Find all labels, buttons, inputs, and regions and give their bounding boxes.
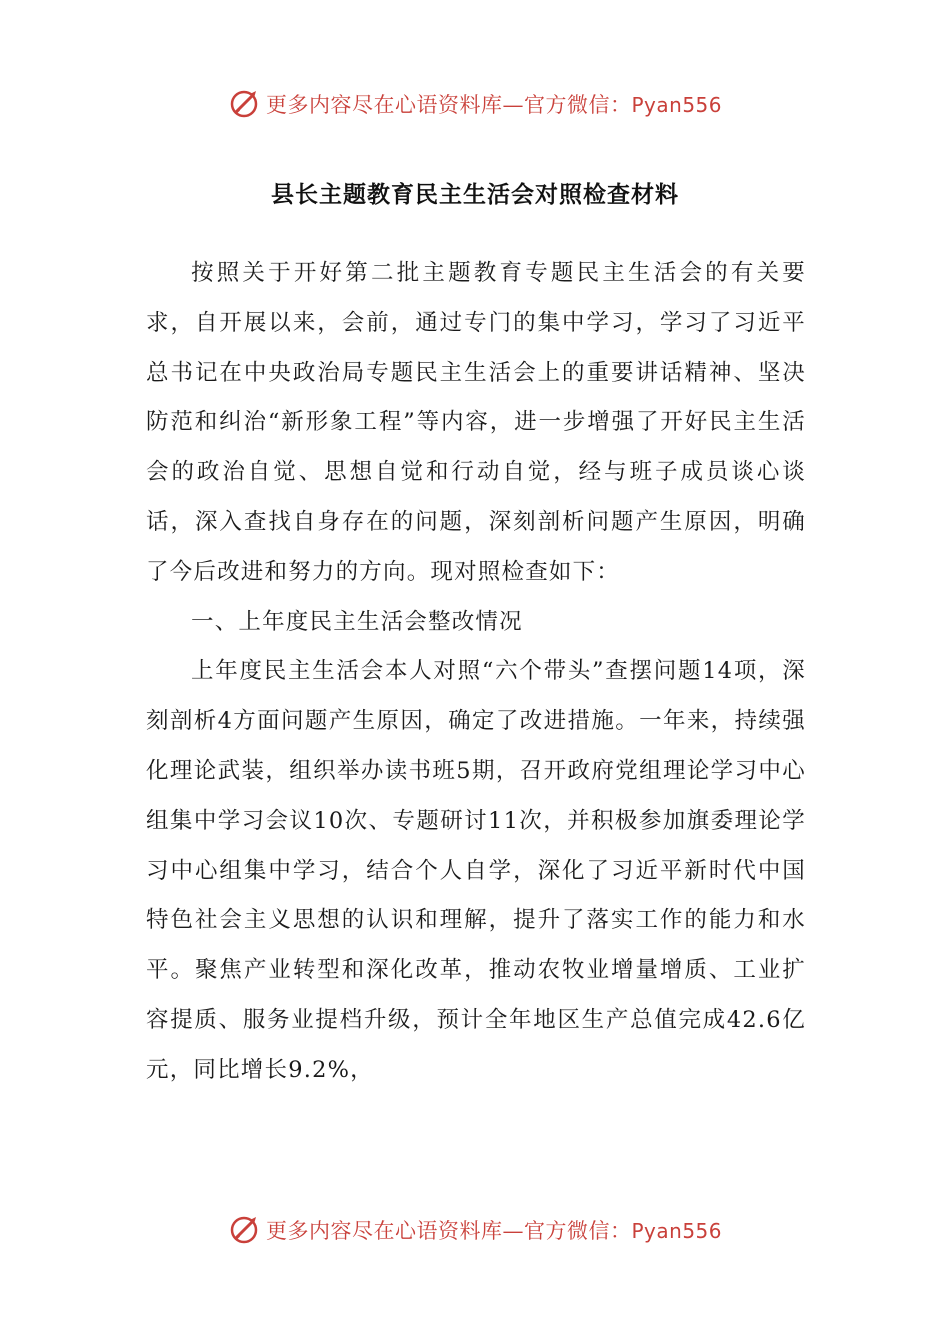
header-watermark [0,84,950,124]
watermark-official-label: 官方微信： [523,93,632,117]
watermark-official-label: 官方微信： [523,1219,632,1243]
watermark-wechat-id: Pyan556 [631,93,722,117]
watermark-text [266,1215,722,1245]
watermark-dash: — [502,1219,524,1243]
document-title: 县长主题教育民主生活会对照检查材料 [271,182,679,208]
watermark-site-text: 更多内容尽在心语资料库 [265,93,503,117]
pen-logo-icon [228,1213,262,1247]
watermark-dash: — [502,93,524,117]
watermark-wechat-id: Pyan556 [631,1219,722,1243]
document-body [146,249,806,1096]
pen-logo-icon [228,87,262,121]
watermark-site-text: 更多内容尽在心语资料库 [265,1219,503,1243]
watermark-text [266,89,722,119]
footer-watermark [0,1210,950,1250]
paragraph-rectification: 上年度民主生活会本人对照“六个带头”查摆问题14项，深刻剖析4方面问题产生原因，确定了改进措施。一年来，持续强化理论武装，组织举办读书班5期，召开政府党组理论学习中心组集中学习会议10次、专题研讨11次，并积极参加旗委理论学习中心组集中学习，结合个人自学，深化了习近平新时代中国特色社会主义思想的认识和理解，提升了落实工作的能力和水平。聚焦产业转型和深化改革，推动农牧业增量增质、工业扩容提质、服务业提档升级，预计全年地区生产总值完成42.6亿元，同比增长9.2%， [146,658,806,1083]
section-heading: 一、上年度民主生活会整改情况 [191,608,523,635]
paragraph-intro: 按照关于开好第二批主题教育专题民主生活会的有关要求，自开展以来，会前，通过专门的集中学习，学习了习近平总书记在中央政治局专题民主生活会上的重要讲话精神、坚决防范和纠治“新形象工程”等内容，进一步增强了开好民主生活会的政治自觉、思想自觉和行动自觉，经与班子成员谈心谈话，深入查找自身存在的问题，深刻剖析问题产生原因，明确了今后改进和努力的方向。现对照检查如下： [146,260,806,585]
